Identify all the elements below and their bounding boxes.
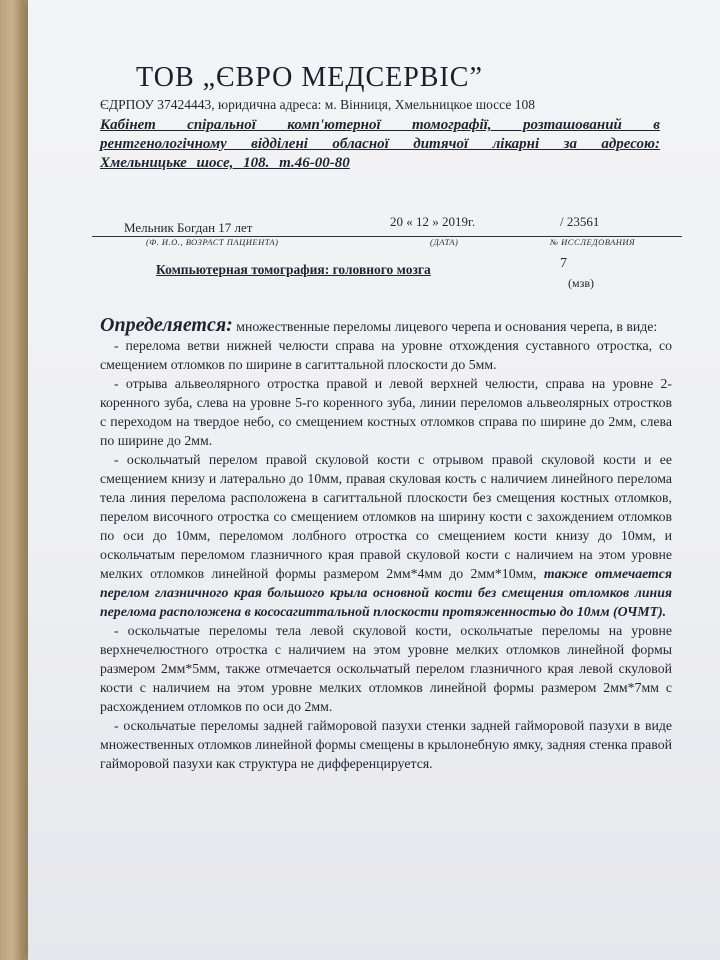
findings-lead: Определяется: xyxy=(100,314,233,336)
finding-item xyxy=(100,450,672,621)
caption-date: (ДАТА) xyxy=(430,237,459,247)
finding-text: - оскольчатый перелом правой скуловой кости с отрывом правой скуловой кости и ее смещением книзу и латерально до 10мм, правая скуловая кость с наличием линейного перелома тела линия перелома расположена в сагиттальной плоскости без смещения костных отломков, перелом височного отростка со смещением отломков на ширину кости с захождением отломков по оси до 10мм, переломом лолбного отростка со смещением кости книзу до 10мм, и оскольчатым переломом глазничного края правой скуловой кости с наличием на этом уровне мелких отломков линейной формы размером 2мм*4мм до 2мм*10мм, xyxy=(100,452,672,581)
study-date: 20 « 12 » 2019г. xyxy=(390,214,476,229)
company-address: ЄДРПОУ 37424443, юридична адреса: м. Вінниця, Хмельницкое шоссе 108 xyxy=(100,97,535,112)
finding-item: - перелома ветви нижней челюсти справа на уровне отхождения суставного отростка, со смещением отломков по ширине в сагиттальной плоскости до 5мм. xyxy=(100,338,672,372)
findings-intro xyxy=(100,316,672,336)
company-title: ТОВ „ЄВРО МЕДСЕРВІС” xyxy=(136,62,483,93)
patient-name: Мельник Богдан 17 лет xyxy=(124,220,253,235)
clinic-info: Кабінет спіральної комп'ютерної томографії, розташований в рентгенологічному відділені обласної дитячої лікарні за адресою: Хмельницьке шосе, 108. т.46-00-80 xyxy=(100,117,660,171)
caption-patient: (Ф. И.О., ВОЗРАСТ ПАЦИЕНТА) xyxy=(146,237,279,247)
finding-highlight: также отмечается перелом глазничного края большого крыла основной кости без смещения отломков линия перелома расположена в кососагиттальной плоскости протяженностью до 10мм (ОЧМТ). xyxy=(100,566,672,619)
caption-number: № ИССЛЕДОВАНИЯ xyxy=(550,237,636,247)
finding-item: - отрыва альвеолярного отростка правой и левой верхней челюсти, справа на уровне 2-коренного зуба, слева на уровне 5-го коренного зуба, линии переломов альвеолярных отростков с переходом на твердое небо, со смещением костных отломков справа по ширине до 2мм, слева по ширине до 2мм. xyxy=(100,376,672,448)
findings-section xyxy=(100,316,672,773)
study-type: Компьютерная томография: головного мозга xyxy=(156,262,431,277)
study-number: / 23561 xyxy=(560,214,600,229)
dose-unit: (мзв) xyxy=(568,276,594,290)
dose-value: 7 xyxy=(560,256,567,271)
finding-item: - оскольчатые переломы задней гайморовой пазухи стенки задней гайморовой пазухи в виде множественных отломков линейной формы смещены в крылонебную ямку, задняя стенка правой гайморовой пазухи как структура не дифференцируется. xyxy=(100,718,672,771)
findings-intro-text: множественные переломы лицевого черепа и основания черепа, в виде: xyxy=(232,319,658,334)
finding-item: - оскольчатые переломы тела левой скуловой кости, оскольчатые переломы на уровне верхнечелюстного отростка с наличием на этом уровне мелких отломков линейной формы размером 2мм*5мм, также отмечается оскольчатый перелом глазничного края левой скуловой кости с наличием на этом уровне мелких отломков линейной формы размером 2мм*7мм с расхождением отломков по оси до 2мм. xyxy=(100,623,672,714)
